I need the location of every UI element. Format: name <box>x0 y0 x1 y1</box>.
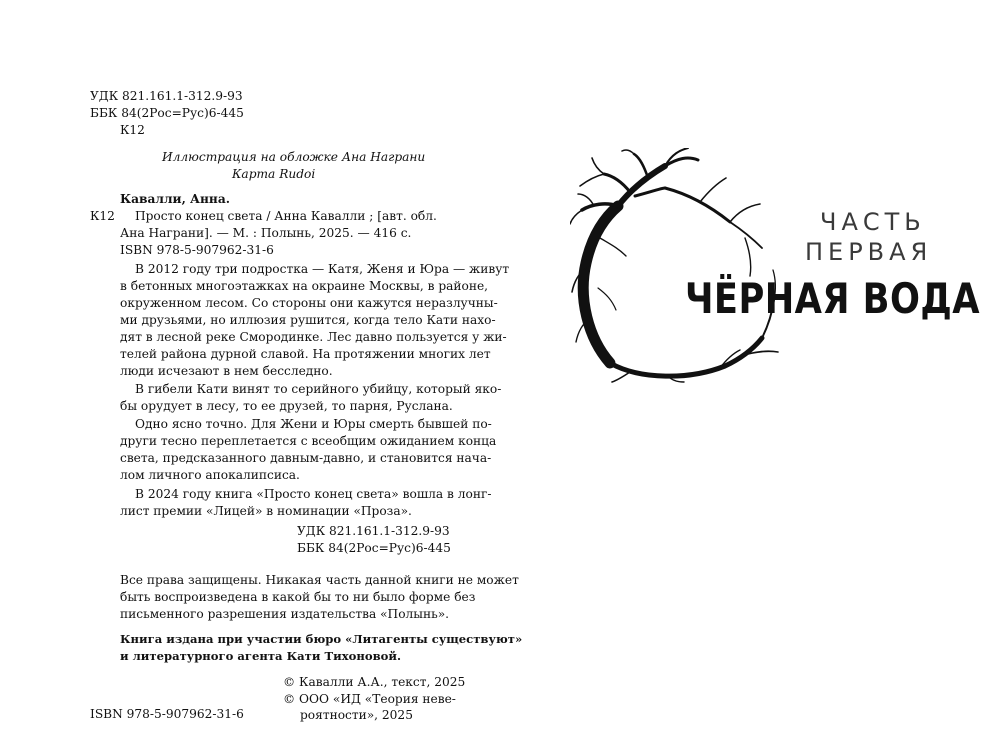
annotation-line: света, предсказанного давным-давно, и становится нача- <box>120 451 492 465</box>
annotation-line: лом личного апокалипсиса. <box>120 468 300 482</box>
dead-tree-icon <box>570 148 780 383</box>
annotation-line: в бетонных многоэтажках на окраине Москвы, в районе, <box>120 279 489 293</box>
udk-code: УДК 821.161.1-312.9-93 <box>90 89 243 103</box>
udk-code-right: УДК 821.161.1-312.9-93 <box>297 524 450 538</box>
part-title: ЧЁРНАЯ ВОДА <box>685 274 980 323</box>
annotation-line: В гибели Кати винят то серийного убийцу, который яко- <box>135 382 502 396</box>
part-label-line-2: ПЕРВАЯ <box>805 238 933 266</box>
annotation-line: лист премии «Лицей» в номинации «Проза». <box>120 504 412 518</box>
rights-line: Все права защищены. Никакая часть данной книги не может <box>120 573 519 587</box>
biblio-line: Ана Награни]. — М. : Полынь, 2025. — 416 с. <box>120 226 412 240</box>
biblio-line: ISBN 978-5-907962-31-6 <box>120 243 274 257</box>
annotation-line: бы орудует в лесу, то ее друзей, то парня, Руслана. <box>120 399 453 413</box>
agency-line: Книга издана при участии бюро «Литагенты существуют» <box>120 632 523 646</box>
rights-line: письменного разрешения издательства «Полынь». <box>120 607 450 621</box>
annotation-line: телей района дурной славой. На протяжении многих лет <box>120 347 491 361</box>
author-mark-code: К12 <box>90 209 115 223</box>
copyright-line: © Кавалли А.А., текст, 2025 <box>283 675 466 689</box>
annotation-line: В 2024 году книга «Просто конец света» вошла в лонг- <box>135 487 492 501</box>
annotation-line: ми друзьями, но иллюзия рушится, когда тело Кати нахо- <box>120 313 496 327</box>
bbk-code-right: ББК 84(2Рос=Рус)6-445 <box>297 541 451 555</box>
agency-line: и литературного агента Кати Тихоновой. <box>120 649 401 663</box>
cover-illustration-credit: Иллюстрация на обложке Ана Награни <box>162 150 426 164</box>
annotation-line: Одно ясно точно. Для Жени и Юры смерть бывшей по- <box>135 417 492 431</box>
annotation-line: дят в лесной реке Смородинке. Лес давно пользуется у жи- <box>120 330 507 344</box>
isbn-bottom: ISBN 978-5-907962-31-6 <box>90 707 244 721</box>
author-heading: Кавалли, Анна. <box>120 192 230 206</box>
annotation-line: други тесно переплетается с всеобщим ожиданием конца <box>120 434 497 448</box>
bbk-code: ББК 84(2Рос=Рус)6-445 <box>90 106 244 120</box>
annotation-line: люди исчезают в нем бесследно. <box>120 364 333 378</box>
part-title-page <box>500 0 1000 750</box>
map-credit: Карта Rudoi <box>232 167 316 181</box>
rights-line: быть воспроизведена в какой бы то ни было форме без <box>120 590 476 604</box>
annotation-line: окруженном лесом. Со стороны они кажутся неразлучны- <box>120 296 498 310</box>
biblio-line: Просто конец света / Анна Кавалли ; [авт. обл. <box>135 209 437 223</box>
copyright-line: роятности», 2025 <box>300 708 413 722</box>
annotation-line: В 2012 году три подростка — Катя, Женя и Юра — живут <box>135 262 510 276</box>
part-label-line-1: ЧАСТЬ <box>820 208 926 236</box>
author-mark: К12 <box>120 123 145 137</box>
copyright-line: © ООО «ИД «Теория неве- <box>283 692 456 706</box>
